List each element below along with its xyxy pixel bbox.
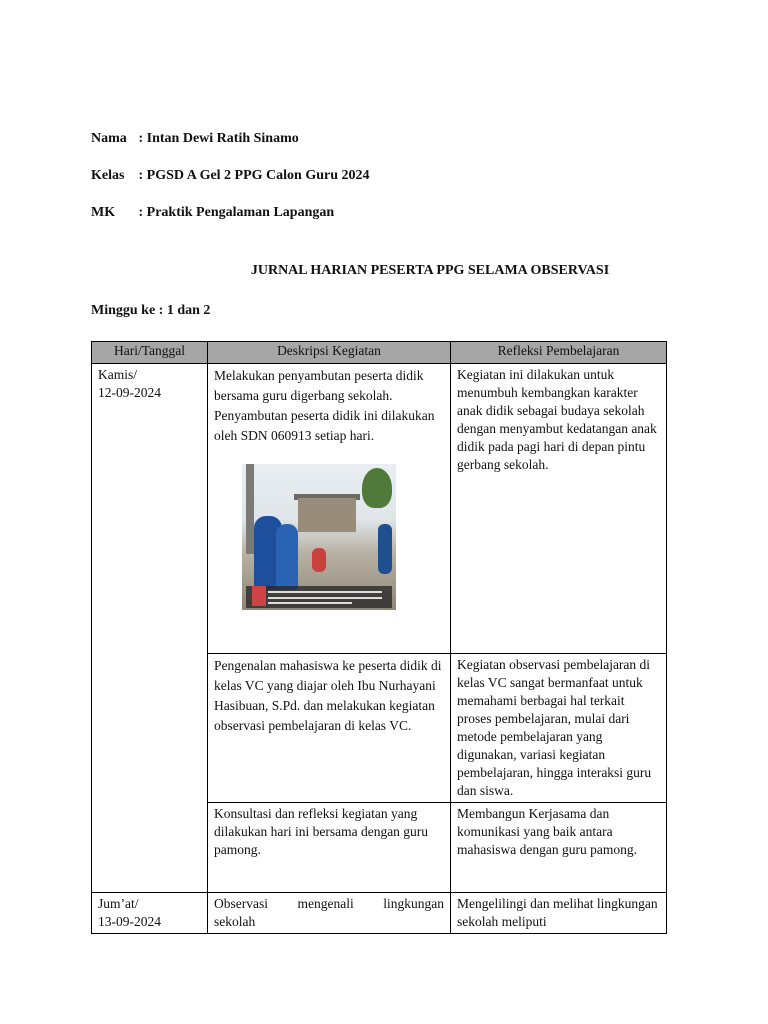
table-row [92, 893, 667, 934]
document-title: JURNAL HARIAN PESERTA PPG SELAMA OBSERVASI [250, 263, 610, 278]
date-label: 13-09-2024 [98, 914, 161, 929]
column-header-date: Hari/Tanggal [92, 342, 208, 364]
date-cell [92, 893, 208, 934]
reflection-text: Mengelilingi dan melihat lingkungan sekolah meliputi [457, 896, 658, 929]
class-line [91, 168, 370, 184]
week-label: Minggu ke : 1 dan 2 [91, 303, 211, 318]
column-header-description: Deskripsi Kegiatan [208, 342, 451, 364]
reflection-text: Membangun Kerjasama dan komunikasi yang baik antara mahasiswa dengan guru pamong. [457, 806, 637, 857]
name-value: : Intan Dewi Ratih Sinamo [138, 131, 299, 146]
description-cell [208, 803, 451, 893]
course-line [91, 205, 334, 221]
description-text-line: Observasi mengenali lingkungan [214, 896, 444, 911]
class-value: : PGSD A Gel 2 PPG Calon Guru 2024 [138, 168, 370, 183]
journal-table [91, 341, 667, 934]
reflection-text: Kegiatan observasi pembelajaran di kelas VC sangat bermanfaat untuk memahami berbagai hal terkait proses pembelajaran, mulai dari metode pembelajaran yang digunakan, variasi kegiatan pembelajaran, hingga interaksi guru dan siswa. [457, 657, 652, 798]
description-cell [208, 364, 451, 654]
table-header-row [92, 342, 667, 364]
reflection-text: Kegiatan ini dilakukan untuk menumbuh kembangkan karakter anak didik sebagai budaya sekolah dengan menyambut kedatangan anak didik pada pagi hari di depan pintu gerbang sekolah. [457, 367, 657, 472]
description-text-line: sekolah [214, 914, 256, 929]
description-text: Konsultasi dan refleksi kegiatan yang dilakukan hari ini bersama dengan guru pamong. [214, 806, 429, 857]
name-label: Nama [91, 131, 127, 146]
reflection-cell [451, 803, 667, 893]
description-text: Pengenalan mahasiswa ke peserta didik di kelas VC yang diajar oleh Ibu Nurhayani Hasibuan, S.Pd. dan melakukan kegiatan observasi pembelajaran di kelas VC. [214, 658, 442, 733]
description-cell [208, 893, 451, 934]
course-value: : Praktik Pengalaman Lapangan [138, 205, 335, 220]
day-label: Kamis/ [98, 367, 137, 382]
column-header-reflection: Refleksi Pembelajaran [451, 342, 667, 364]
day-label: Jum’at/ [98, 896, 139, 911]
date-label: 12-09-2024 [98, 385, 161, 400]
reflection-cell [451, 364, 667, 654]
course-label: MK [91, 205, 116, 220]
date-cell [92, 364, 208, 893]
student-name-line [91, 131, 299, 147]
reflection-cell [451, 654, 667, 803]
description-text: Melakukan penyambutan peserta didik bersama guru digerbang sekolah. Penyambutan peserta didik ini dilakukan oleh SDN 060913 setiap hari. [214, 368, 435, 443]
activity-photo [242, 464, 396, 610]
reflection-cell [451, 893, 667, 934]
description-cell [208, 654, 451, 803]
class-label: Kelas [91, 168, 125, 183]
table-row [92, 364, 667, 654]
